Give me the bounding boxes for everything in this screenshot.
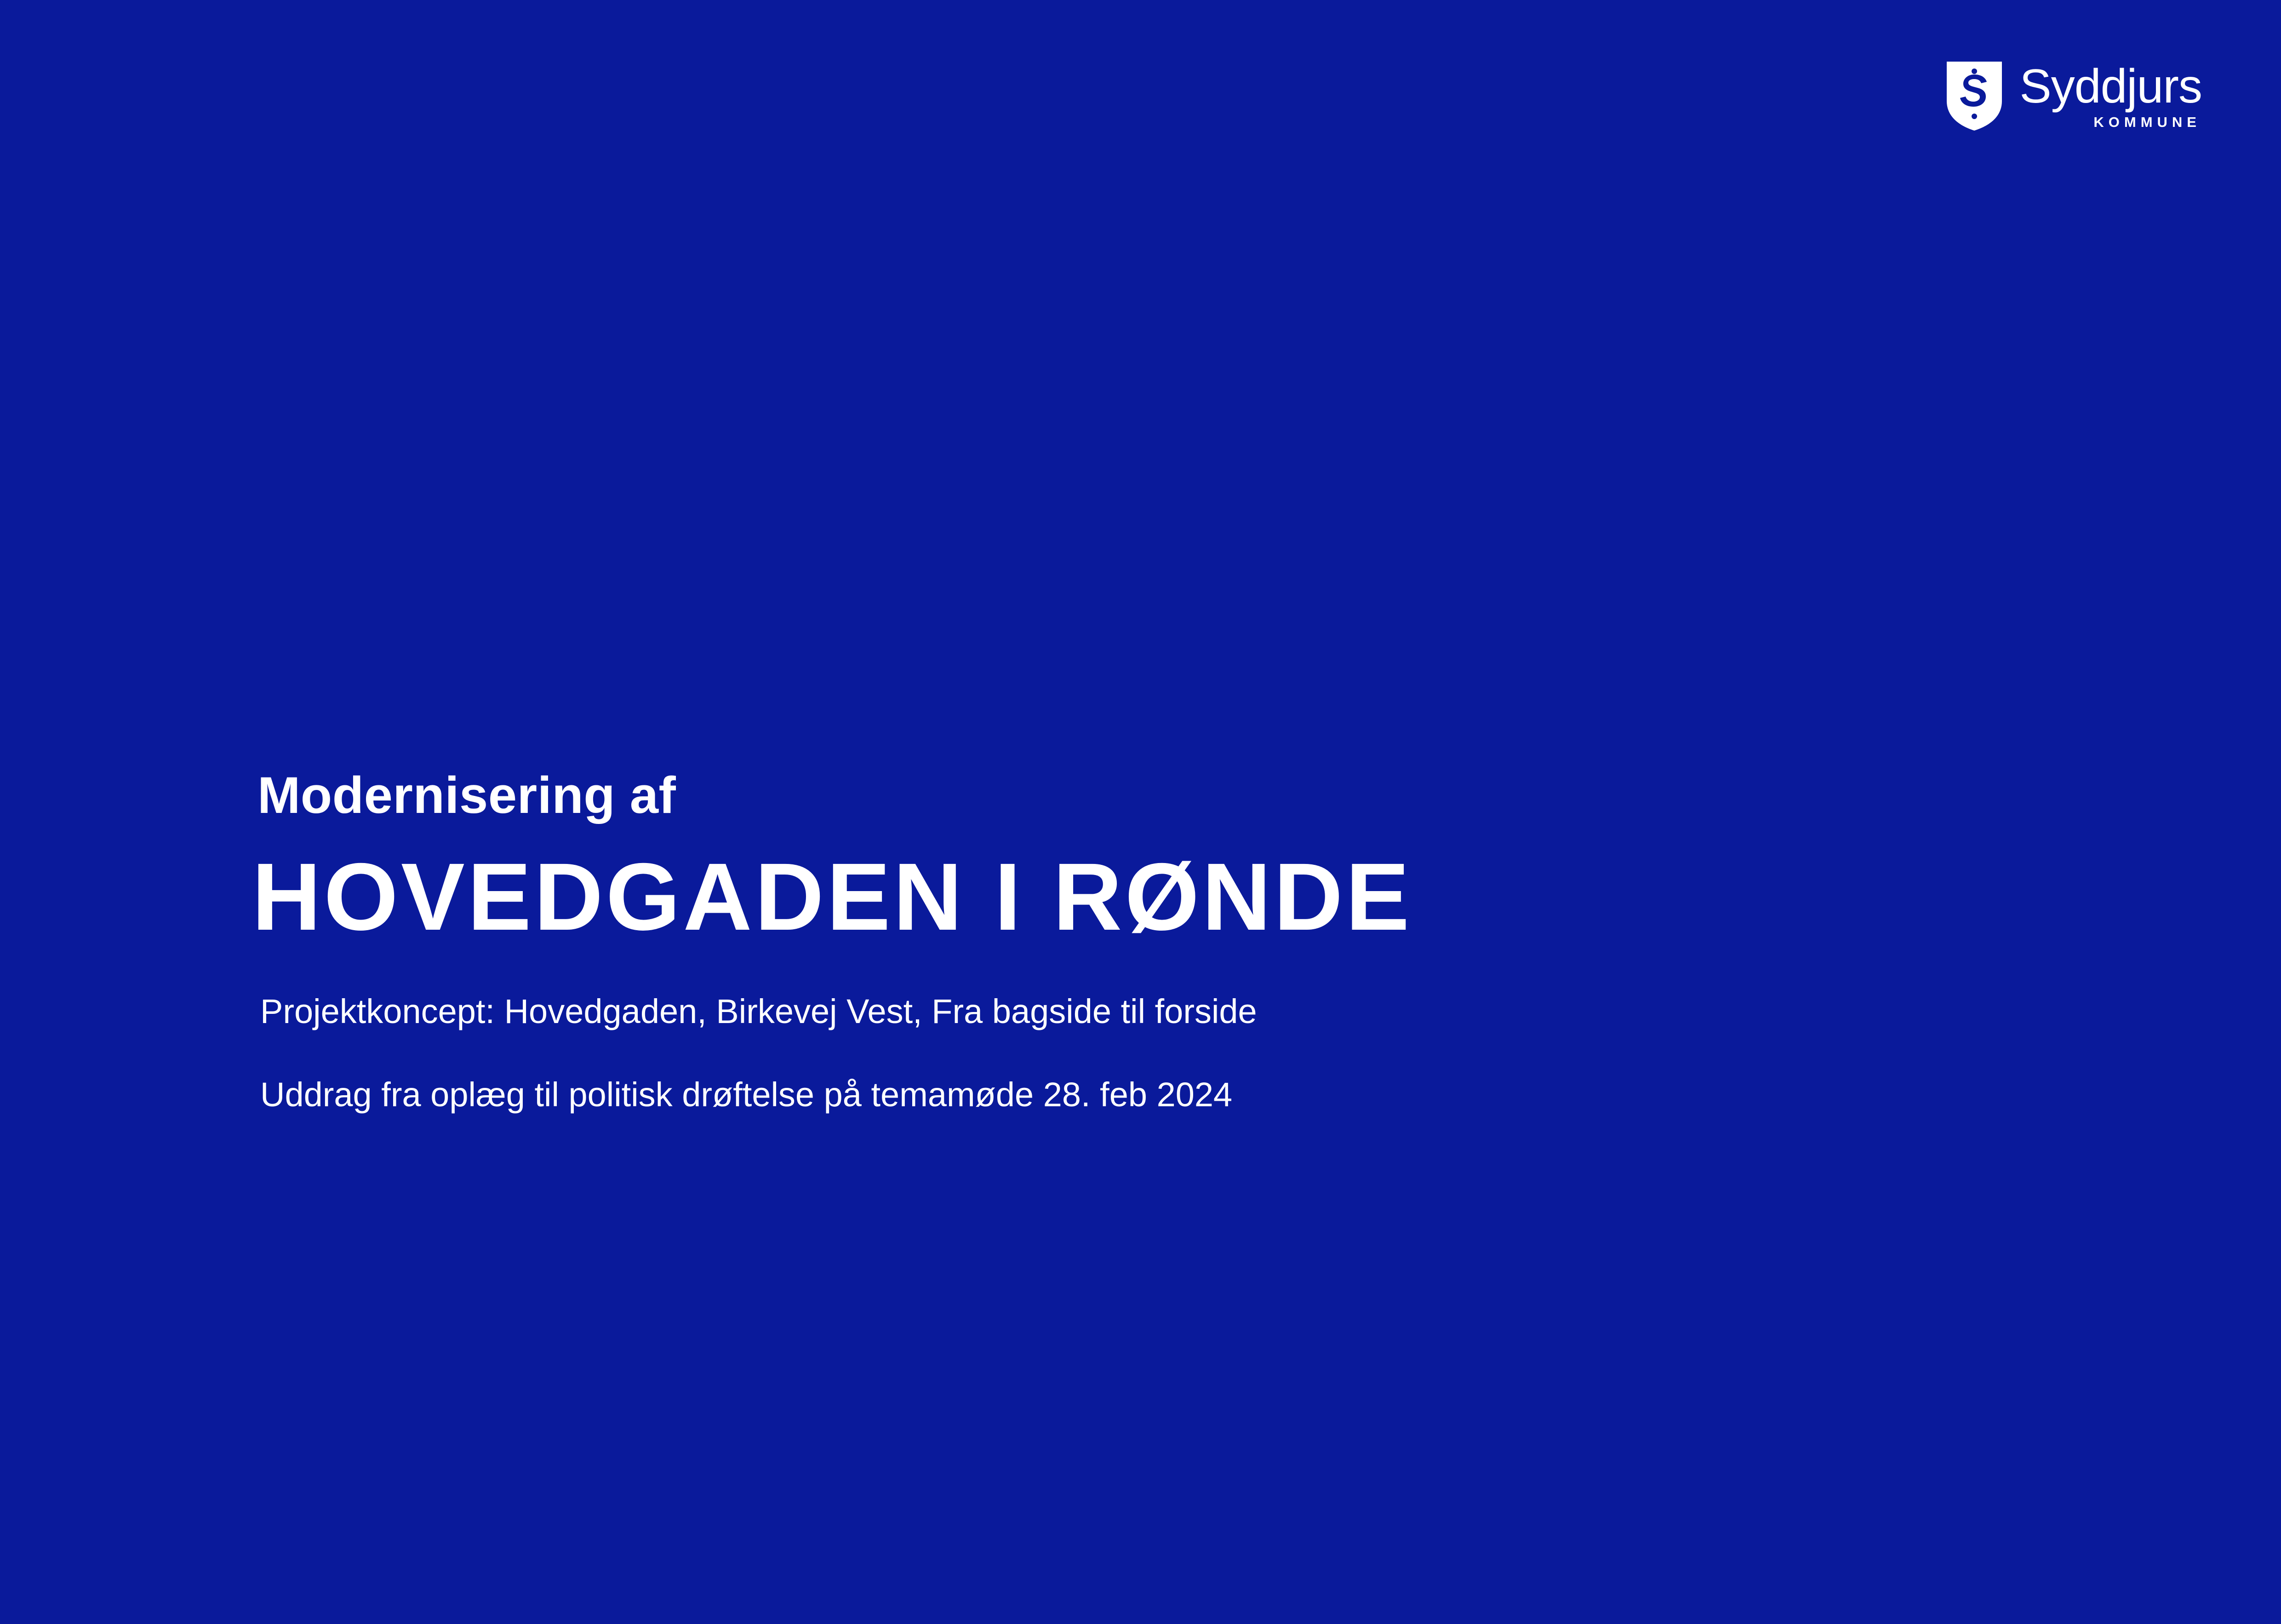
logo-name: Syddjurs: [2019, 59, 2202, 113]
slide-eyebrow: Modernisering af: [257, 766, 676, 824]
logo-wordmark: [2019, 59, 2202, 130]
title-block: [252, 766, 1907, 1114]
slide-subtitle-1: Projektkoncept: Hovedgaden, Birkevej Vest, Fra bagside til forside: [260, 992, 1257, 1030]
syddjurs-logo: [1945, 59, 2202, 132]
slide-subtitle-2: Uddrag fra oplæg til politisk drøftelse på temamøde 28. feb 2024: [260, 1075, 1233, 1114]
slide-headline: HOVEDGADEN I RØNDE: [252, 844, 1412, 950]
logo-subtitle: KOMMUNE: [2093, 114, 2201, 130]
syddjurs-shield-icon: [1945, 59, 2004, 132]
